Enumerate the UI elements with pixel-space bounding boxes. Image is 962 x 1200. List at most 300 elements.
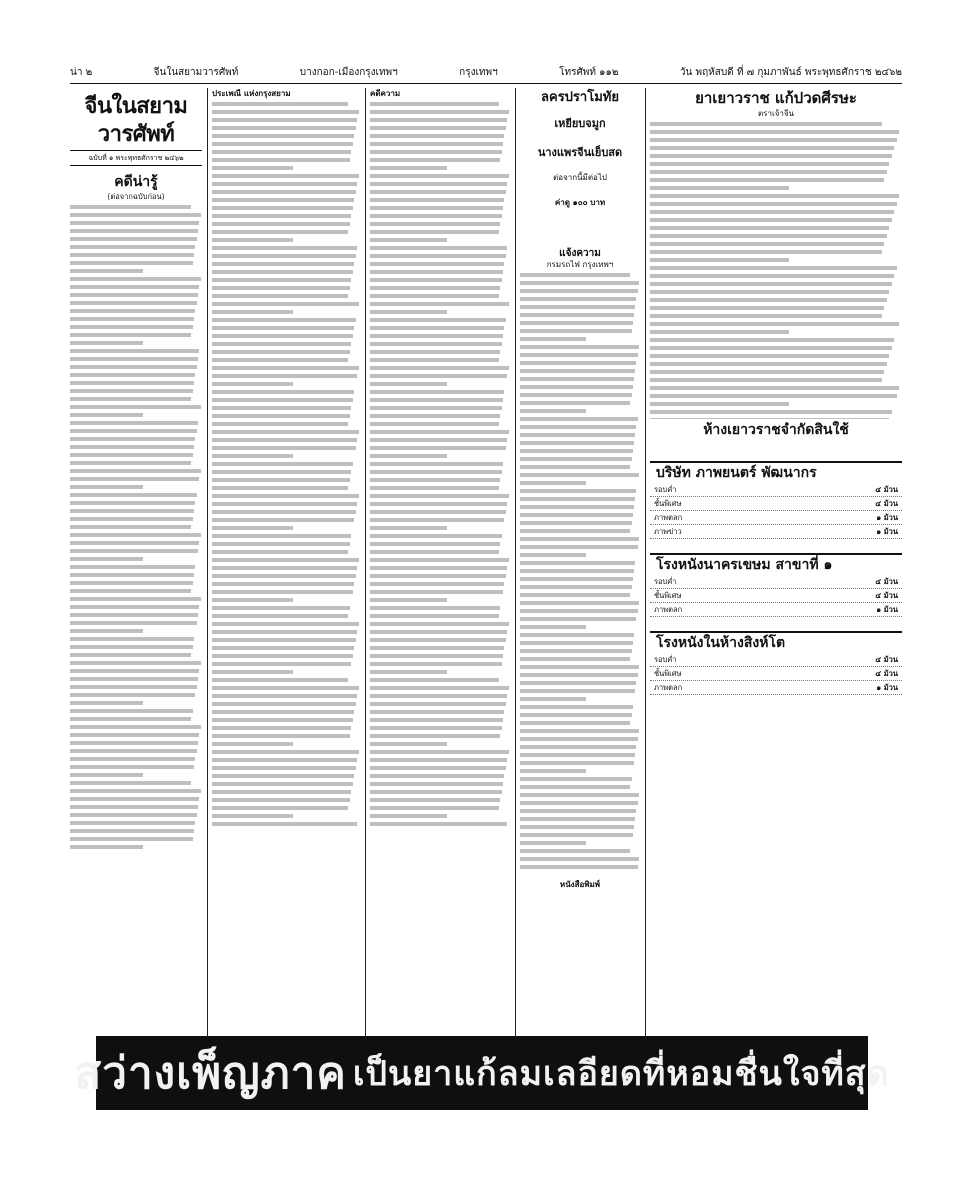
text-line	[212, 446, 356, 450]
text-line	[520, 473, 639, 477]
text-line	[212, 566, 357, 570]
text-line	[70, 221, 199, 225]
text-line	[70, 213, 201, 217]
text-line	[70, 325, 193, 329]
page-number: น่า ๒	[70, 67, 93, 78]
text-line	[70, 253, 194, 257]
text-line	[520, 409, 586, 413]
text-line	[212, 398, 353, 402]
text-line	[70, 677, 198, 681]
text-line	[370, 222, 500, 226]
text-line	[520, 833, 633, 837]
text-line	[370, 430, 509, 434]
publisher: บางกอก-เมืองกรุงเทพฯ	[299, 67, 398, 78]
text-line	[650, 330, 789, 334]
text-line	[370, 254, 506, 258]
text-line	[212, 590, 353, 594]
text-line	[70, 389, 193, 393]
text-line	[520, 385, 633, 389]
masthead: จีนในสยามวารศัพท์	[70, 88, 202, 151]
text-line	[212, 638, 356, 642]
text-line	[212, 478, 350, 482]
masthead-subtitle: ฉบับที่ ๑ พระพุทธศักราช ๒๔๖๒	[70, 151, 202, 166]
text-line	[520, 513, 633, 517]
text-line	[650, 250, 882, 254]
text-line	[370, 190, 506, 194]
text-line	[212, 526, 293, 530]
text-line	[212, 182, 357, 186]
issue-date: วัน พฤหัสบดี ที่ ๗ กุมภาพันธ์ พระพุทธศักราช ๒๔๖๒	[679, 67, 902, 78]
text-line	[212, 766, 356, 770]
text-line	[70, 349, 199, 353]
text-line	[212, 774, 354, 778]
text-line	[70, 709, 193, 713]
text-line	[70, 549, 198, 553]
article-subtitle: (ต่อจากฉบับก่อน)	[107, 192, 165, 201]
text-line	[520, 313, 634, 317]
text-line	[70, 517, 193, 521]
text-line	[212, 134, 354, 138]
text-line	[520, 425, 636, 429]
text-line	[650, 138, 897, 142]
text-line	[70, 365, 197, 369]
text-line	[370, 670, 447, 674]
text-line	[370, 238, 447, 242]
text-line	[70, 693, 195, 697]
text-line	[520, 641, 633, 645]
theatre-heading: ลครปราโมทัย	[541, 90, 619, 105]
text-line	[70, 613, 198, 617]
text-line	[370, 446, 506, 450]
text-line	[212, 606, 350, 610]
text-line	[70, 773, 143, 777]
text-line	[212, 102, 348, 106]
text-line	[212, 414, 350, 418]
text-line	[212, 142, 353, 146]
text-line	[212, 374, 357, 378]
text-line	[70, 597, 201, 601]
text-line	[370, 590, 503, 594]
text-line	[650, 226, 889, 230]
text-line	[520, 737, 638, 741]
text-line	[212, 670, 293, 674]
text-line	[520, 505, 634, 509]
text-line	[520, 769, 586, 773]
text-line	[370, 406, 502, 410]
text-line	[370, 126, 506, 130]
text-line	[650, 178, 884, 182]
text-line	[650, 290, 889, 294]
text-line	[520, 489, 636, 493]
schedule-row: ภาพตลก ๑ ม้วน	[650, 681, 902, 695]
text-line	[212, 518, 354, 522]
price-heading: ค่าดู ๑๐๐ บาท	[554, 198, 606, 207]
text-line	[70, 821, 195, 825]
text-line	[212, 494, 359, 498]
column-5	[650, 88, 902, 1108]
text-line	[212, 542, 350, 546]
text-line	[650, 130, 899, 134]
text-line	[212, 390, 354, 394]
text-line	[70, 733, 199, 737]
text-line	[70, 277, 201, 281]
text-line	[70, 629, 143, 633]
text-line	[212, 630, 357, 634]
text-line	[650, 338, 894, 342]
text-line	[212, 350, 350, 354]
text-line	[370, 174, 509, 178]
schedule-row: ภาพตลก ๑ ม้วน	[650, 603, 902, 617]
text-line	[520, 593, 630, 597]
text-line	[212, 582, 354, 586]
text-line	[212, 366, 359, 370]
text-line	[520, 689, 635, 693]
text-line	[212, 750, 359, 754]
text-line	[370, 566, 507, 570]
text-line	[520, 273, 630, 277]
text-line	[370, 454, 447, 458]
text-line	[212, 422, 348, 426]
text-line	[370, 142, 503, 146]
text-line	[520, 537, 639, 541]
text-line	[370, 294, 499, 298]
text-line	[520, 417, 638, 421]
text-line	[212, 574, 356, 578]
schedule-row: ชั้นพิเศษ ๔ ม้วน	[650, 589, 902, 603]
text-line	[520, 753, 635, 757]
text-line	[370, 302, 509, 306]
text-line	[212, 734, 350, 738]
text-line	[212, 710, 354, 714]
text-line	[70, 437, 195, 441]
text-line	[212, 502, 357, 506]
text-line	[650, 378, 882, 382]
play-note: ต่อจากนี้มีต่อไป	[553, 173, 607, 182]
text-line	[370, 358, 499, 362]
text-line	[520, 657, 630, 661]
text-line	[70, 269, 143, 273]
cinema-box-title: บริษัท ภาพยนตร์ พัฒนากร	[656, 465, 817, 481]
text-line	[212, 150, 351, 154]
column-3	[370, 88, 510, 1108]
notice-title: แจ้งความ	[559, 248, 601, 259]
text-line	[370, 582, 504, 586]
text-line	[650, 170, 887, 174]
medicine-ad-body	[650, 119, 902, 419]
text-line	[212, 782, 353, 786]
text-line	[520, 713, 632, 717]
text-line	[370, 478, 500, 482]
cinema-box-rows	[650, 483, 902, 539]
text-line	[650, 218, 892, 222]
text-line	[70, 453, 193, 457]
city: กรุงเทพฯ	[459, 67, 498, 78]
text-line	[70, 397, 191, 401]
text-line	[520, 337, 586, 341]
text-line	[520, 729, 639, 733]
text-line	[650, 370, 884, 374]
text-line	[370, 158, 500, 162]
column-divider	[645, 88, 646, 1108]
text-line	[212, 190, 356, 194]
text-line	[70, 637, 194, 641]
text-line	[370, 262, 504, 266]
text-line	[70, 493, 197, 497]
text-line	[70, 485, 143, 489]
text-line	[212, 222, 350, 226]
text-line	[70, 557, 143, 561]
text-line	[212, 246, 357, 250]
page-header	[70, 62, 902, 84]
text-line	[212, 254, 356, 258]
text-line	[370, 102, 499, 106]
text-line	[370, 166, 447, 170]
text-line	[370, 326, 504, 330]
text-line	[70, 781, 191, 785]
text-line	[370, 422, 499, 426]
text-line	[212, 430, 359, 434]
text-line	[370, 750, 509, 754]
text-line	[520, 777, 632, 781]
text-line	[70, 645, 193, 649]
text-line	[520, 665, 639, 669]
text-line	[650, 418, 889, 419]
text-line	[370, 766, 506, 770]
text-line	[370, 398, 503, 402]
text-line	[370, 638, 506, 642]
text-line	[650, 282, 892, 286]
text-line	[212, 470, 351, 474]
text-line	[650, 410, 892, 414]
text-line	[520, 329, 632, 333]
text-line	[370, 278, 502, 282]
text-line	[370, 182, 507, 186]
text-line	[70, 701, 143, 705]
text-line	[70, 829, 194, 833]
text-line	[212, 510, 356, 514]
schedule-row: ภาพข่าว ๑ ม้วน	[650, 525, 902, 539]
cinema-box-3	[650, 631, 902, 695]
text-line	[212, 790, 351, 794]
text-line	[370, 726, 502, 730]
text-line	[650, 386, 899, 390]
text-line	[70, 205, 191, 209]
article-body	[212, 102, 360, 826]
text-line	[370, 782, 503, 786]
text-line	[370, 574, 506, 578]
column-divider	[207, 88, 208, 1108]
text-line	[370, 534, 502, 538]
text-line	[212, 814, 293, 818]
text-line	[650, 162, 889, 166]
medicine-ad-title: ยาเยาวราช แก้ปวดศีรษะ	[695, 89, 857, 107]
text-line	[70, 317, 194, 321]
text-line	[212, 110, 359, 114]
text-line	[70, 421, 198, 425]
banner-slogan: เป็นยาแก้ลมเลอียดที่หอมชื่นใจที่สุด	[352, 1054, 890, 1094]
text-line	[370, 798, 500, 802]
text-line	[520, 377, 634, 381]
text-line	[370, 558, 509, 562]
text-line	[70, 605, 199, 609]
text-line	[370, 822, 507, 826]
cinema-box-title: โรงหนังในห้างสิงห์โต	[656, 635, 786, 651]
text-line	[370, 686, 509, 690]
text-line	[520, 761, 634, 765]
text-line	[212, 198, 354, 202]
column-4	[520, 88, 640, 1108]
text-line	[70, 413, 143, 417]
text-line	[70, 261, 193, 265]
text-line	[650, 242, 884, 246]
text-line	[70, 285, 199, 289]
text-line	[370, 710, 504, 714]
text-line	[212, 310, 293, 314]
text-line	[370, 198, 504, 202]
text-line	[70, 837, 193, 841]
text-line	[520, 345, 639, 349]
text-line	[520, 817, 635, 821]
text-line	[212, 158, 350, 162]
text-line	[520, 569, 634, 573]
text-line	[212, 270, 353, 274]
text-line	[520, 705, 633, 709]
text-line	[520, 825, 634, 829]
text-line	[650, 122, 882, 126]
text-line	[212, 758, 357, 762]
text-line	[212, 718, 353, 722]
text-line	[212, 558, 359, 562]
text-line	[520, 369, 635, 373]
schedule-row: รอบค่ำ ๔ ม้วน	[650, 653, 902, 667]
text-line	[650, 402, 789, 406]
text-line	[520, 433, 635, 437]
schedule-row: ภาพตลก ๑ ม้วน	[650, 511, 902, 525]
text-line	[650, 210, 894, 214]
text-line	[370, 318, 506, 322]
cinema-box-2	[650, 553, 902, 617]
text-line	[650, 146, 894, 150]
text-line	[212, 342, 351, 346]
text-line	[650, 354, 889, 358]
text-line	[520, 393, 632, 397]
text-line	[70, 477, 199, 481]
text-line	[370, 734, 500, 738]
text-line	[70, 341, 143, 345]
notice-title-2: หนังสือพิมพ์	[559, 880, 601, 889]
text-line	[212, 238, 293, 242]
text-line	[370, 310, 447, 314]
text-line	[650, 274, 894, 278]
text-line	[212, 302, 359, 306]
text-line	[370, 702, 506, 706]
text-line	[70, 669, 199, 673]
play-title: เหยียบจมูก	[554, 117, 606, 130]
text-line	[70, 741, 198, 745]
text-line	[520, 849, 630, 853]
text-line	[370, 718, 503, 722]
text-line	[520, 745, 636, 749]
text-line	[370, 518, 504, 522]
text-line	[212, 462, 353, 466]
text-line	[70, 461, 191, 465]
text-line	[212, 286, 350, 290]
company-name: ห้างเยาวราชจำกัดสินใช้	[703, 422, 849, 438]
text-line	[212, 550, 348, 554]
text-line	[370, 390, 504, 394]
article-title: คดีน่ารู้	[114, 174, 158, 190]
text-line	[370, 270, 503, 274]
text-line	[212, 382, 293, 386]
text-line	[520, 465, 630, 469]
text-line	[212, 326, 354, 330]
text-line	[370, 542, 500, 546]
text-line	[520, 633, 634, 637]
text-line	[650, 346, 892, 350]
text-line	[212, 622, 359, 626]
text-line	[370, 598, 447, 602]
text-line	[370, 502, 507, 506]
text-line	[520, 441, 634, 445]
text-line	[70, 589, 191, 593]
text-line	[520, 601, 639, 605]
text-line	[370, 462, 503, 466]
advertisement-banner	[74, 1036, 890, 1110]
text-line	[370, 662, 502, 666]
text-line	[520, 449, 633, 453]
text-line	[70, 797, 199, 801]
text-line	[520, 553, 586, 557]
text-line	[370, 350, 500, 354]
text-line	[212, 694, 357, 698]
schedule-row: รอบค่ำ ๔ ม้วน	[650, 575, 902, 589]
text-line	[70, 525, 191, 529]
text-line	[520, 697, 586, 701]
text-line	[520, 809, 636, 813]
text-line	[520, 289, 638, 293]
text-line	[212, 318, 356, 322]
text-line	[370, 110, 509, 114]
text-line	[70, 749, 197, 753]
text-line	[212, 742, 293, 746]
schedule-row: รอบค่ำ ๔ ม้วน	[650, 483, 902, 497]
text-line	[650, 266, 897, 270]
article-body	[370, 102, 510, 826]
text-line	[520, 681, 636, 685]
article-lead: ประเพณี แห่งกรุงสยาม	[212, 89, 291, 98]
text-line	[650, 314, 882, 318]
text-line	[70, 445, 194, 449]
text-line	[70, 653, 191, 657]
text-line	[212, 646, 354, 650]
text-line	[70, 509, 194, 513]
text-line	[370, 550, 499, 554]
medicine-ad-subtitle: ตราเจ้าจีน	[757, 109, 795, 118]
text-line	[70, 501, 195, 505]
text-line	[370, 742, 447, 746]
text-line	[212, 486, 348, 490]
text-line	[370, 206, 503, 210]
text-line	[70, 237, 197, 241]
banner-brand: สว่างเพ็ญภาค	[74, 1048, 347, 1099]
text-line	[520, 321, 633, 325]
text-line	[370, 606, 500, 610]
text-line	[370, 374, 507, 378]
text-line	[70, 573, 194, 577]
text-line	[212, 454, 293, 458]
text-line	[70, 813, 197, 817]
text-line	[212, 358, 348, 362]
